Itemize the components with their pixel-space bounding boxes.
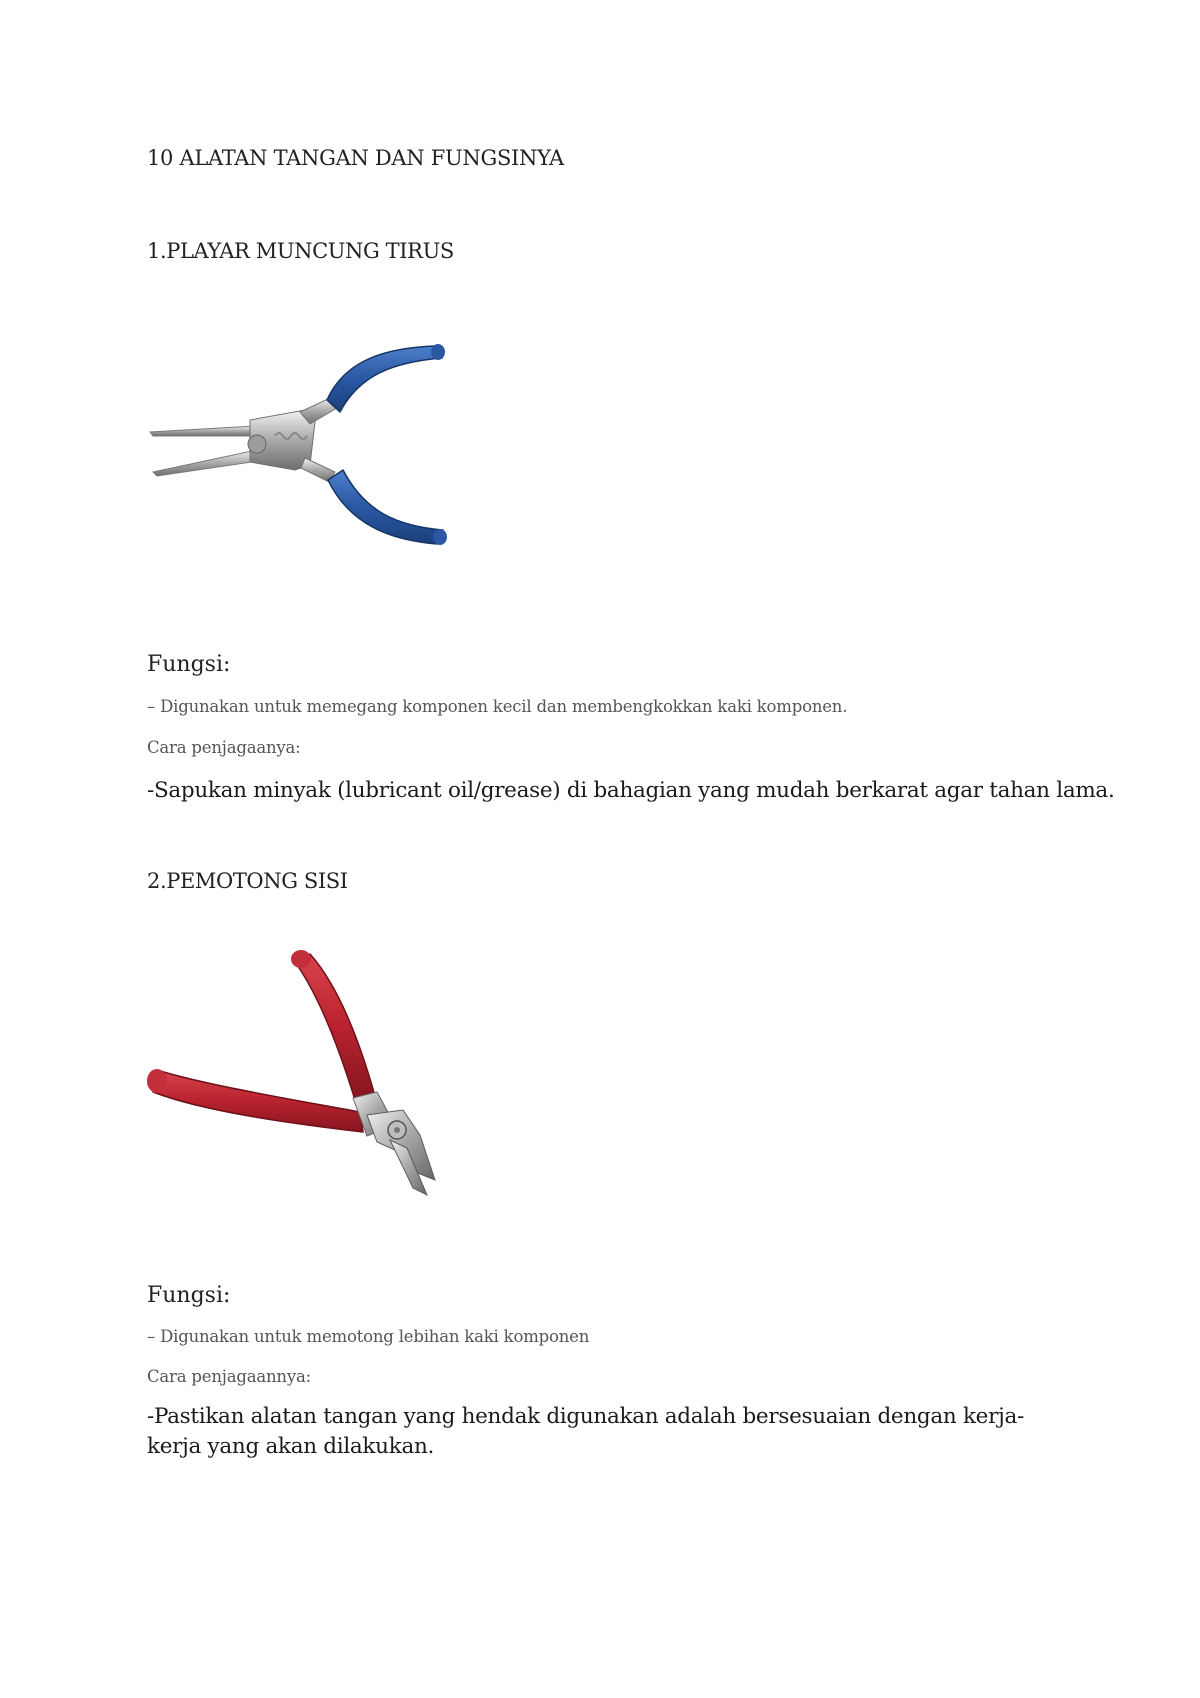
fungsi-text-2: – Digunakan untuk memotong lebihan kaki komponen bbox=[147, 1327, 590, 1346]
side-cutter-pliers-icon bbox=[145, 950, 495, 1220]
fungsi-text-1: – Digunakan untuk memegang komponen kecil dan membengkokkan kaki komponen. bbox=[147, 697, 848, 716]
document-title: 10 ALATAN TANGAN DAN FUNGSINYA bbox=[147, 146, 564, 170]
section-heading-1: 1.PLAYAR MUNCUNG TIRUS bbox=[147, 239, 454, 263]
care-text-1: -Sapukan minyak (lubricant oil/grease) di bahagian yang mudah berkarat agar tahan lama. bbox=[147, 778, 1115, 803]
needle-nose-pliers-icon bbox=[145, 340, 495, 570]
care-label-2: Cara penjagaannya: bbox=[147, 1367, 311, 1386]
fungsi-label-1: Fungsi: bbox=[147, 652, 231, 677]
care-text-2: -Pastikan alatan tangan yang hendak digunakan adalah bersesuaian dengan kerja- kerja yang akan dilakukan. bbox=[147, 1404, 1024, 1459]
fungsi-label-2: Fungsi: bbox=[147, 1283, 231, 1308]
care-label-1: Cara penjagaanya: bbox=[147, 738, 301, 757]
section-heading-2: 2.PEMOTONG SISI bbox=[147, 869, 348, 893]
